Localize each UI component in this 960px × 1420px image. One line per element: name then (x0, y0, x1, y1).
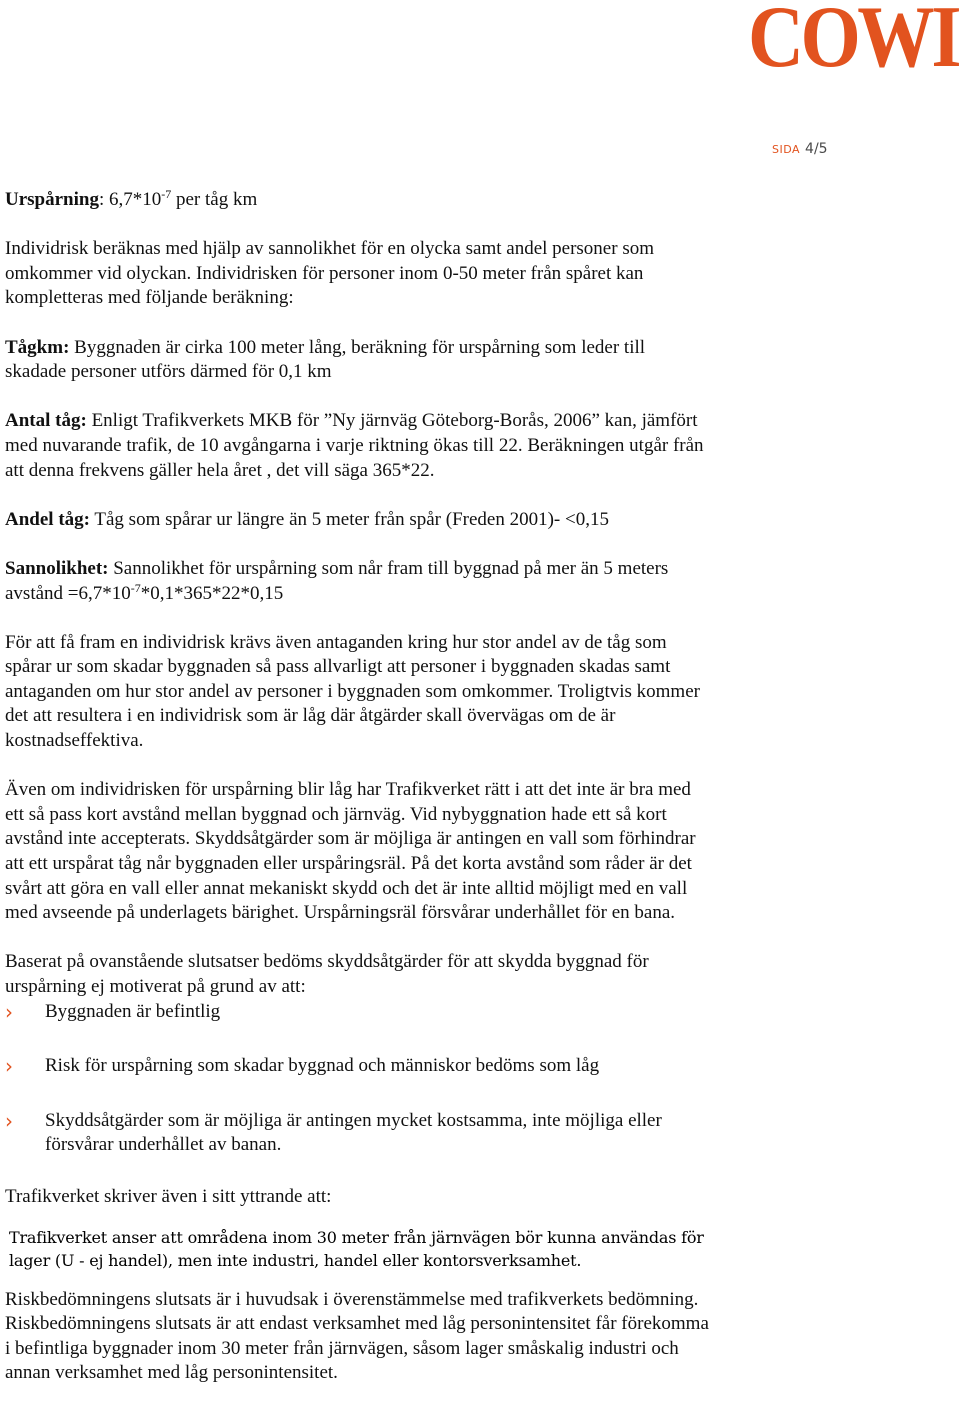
term-label: Tågkm: (5, 336, 70, 358)
paragraph-trafikverket-statement: Trafikverket skriver även i sitt yttrande att: (5, 1185, 332, 1207)
logo-text: COWI (748, 0, 960, 70)
term-label: Antal tåg: (5, 410, 87, 432)
page-number: 4/5 (805, 141, 828, 157)
list-item: › Risk för urspårning som skadar byggnad och människor bedöms som låg (5, 1054, 600, 1079)
quoted-statement: Trafikverket anser att områdena inom 30 meter från järnvägen bör kunna användas för lager (U - ej handel), men inte industri, handel eller kontorsverksamhet. (9, 1227, 704, 1270)
paragraph-conclusion-intro: Baserat på ovanstående slutsatser bedöms skyddsåtgärder för att skydda byggnad för urspårning ej motiverat på grund av att: (5, 951, 649, 997)
paragraph-probability: Sannolikhet: Sannolikhet för urspårning som når fram till byggnad på mer än 5 meters avstånd $=6,7*10^{-7}*0,1*365*22*0,15$ (5, 557, 669, 604)
term-label: Sannolikhet: (5, 557, 109, 579)
page-indicator (772, 137, 828, 163)
paragraph-derailment-rate: Urspårning: $6,7*10^{-7}$ per tåg km (5, 187, 258, 210)
paragraph-final-assessment: Riskbedömningens slutsats är i huvudsak i överenstämmelse med trafikverkets bedömning. Riskbedömningens slutsats är att endast verksamhet med låg personintensitet får förekomma i befintliga byggnader inom 30 meter från järnvägen, såsom lager småskalig industri och annan verksamhet med låg personintensitet. (5, 1288, 709, 1384)
bullet-chevron-icon: › (5, 1054, 13, 1079)
paragraph-number-of-trains: Antal tåg: Enligt Trafikverkets MKB för ”Ny järnväg Göteborg-Borås, 2006” kan, jämfört med nuvarande trafik, de 10 avgångarna i varje riktning ökas till 22. Beräkningen utgår från att denna frekvens gäller hela året , det vill säga 365*22. (5, 410, 704, 481)
paragraph-train-km: Tågkm: Byggnaden är cirka 100 meter lång, beräkning för urspårning som leder till skadade personer utförs därmed för 0,1 km (5, 336, 646, 383)
paragraph-share-of-trains: Andel tåg: Tåg som spårar ur längre än 5 meter från spår (Freden 2001)- <0,15 (5, 508, 609, 530)
bullet-chevron-icon: › (5, 999, 13, 1024)
paragraph-protective-measures: Även om individrisken för urspårning blir låg har Trafikverket rätt i att det inte är bra med ett så pass kort avstånd mellan byggnad och järnväg. Vid nybyggnation hade ett så kort avstånd inte accepterats. Skyddsåtgärder som är möjliga är antingen en vall som förhindrar att ett urspårat tåg når byggnaden eller urspåringsräl. På det korta avstånd som råder är det svårt att göra en vall eller annat mekaniskt skydd och det är inte alltid möjligt med en vall med avseende på underlagets bärighet. Urspårningsräl försvårar underhållet för en bana. (5, 779, 696, 924)
page-label: SIDA (772, 143, 801, 156)
bullet-chevron-icon: › (5, 1108, 13, 1133)
term-label: Urspårning (5, 189, 99, 210)
document-body (5, 188, 710, 1386)
list-item: › Skyddsåtgärder som är möjliga är antingen mycket kostsamma, inte möjliga eller försvårar underhållet av banan. (5, 1108, 662, 1156)
conclusion-list (5, 1000, 710, 1158)
term-label: Andel tåg: (5, 508, 90, 530)
cowi-logo (748, 0, 960, 70)
paragraph-individual-risk: Individrisk beräknas med hjälp av sannolikhet för en olycka samt andel personer som omkommer vid olyckan. Individrisken för personer inom 0-50 meter från spåret kan kompletteras med följande beräkning: (5, 238, 654, 309)
paragraph-assumptions: För att få fram en individrisk krävs även antaganden kring hur stor andel av de tåg som spårar ur som skadar byggnaden så pass allvarligt att personer i byggnaden skadas samt antaganden om hur stor andel av personer i byggnaden som omkommer. Troligtvis kommer det att resultera i en individrisk som är låg där åtgärder skall övervägas om de är kostnadseffektiva. (5, 631, 700, 752)
list-item: › Byggnaden är befintlig (5, 999, 221, 1024)
